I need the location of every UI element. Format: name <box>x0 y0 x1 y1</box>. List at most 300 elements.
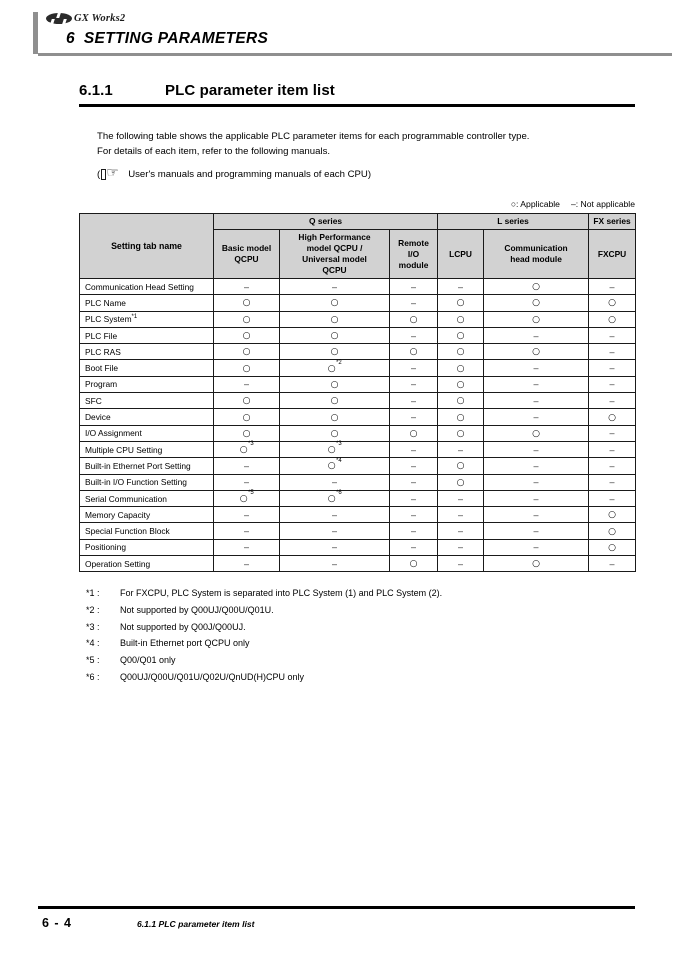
footnote-text: Built-in Ethernet port QCPU only <box>120 638 250 649</box>
footer-caption: 6.1.1 PLC parameter item list <box>137 919 255 929</box>
applicable-mark: ○ <box>608 510 616 521</box>
not-applicable-mark: – <box>458 558 464 569</box>
footnote-text: For FXCPU, PLC System is separated into PLC System (1) and PLC System (2). <box>120 588 443 598</box>
support-cell <box>214 556 280 572</box>
mitsubishi-logo-icon <box>46 13 72 24</box>
pointing-hand-icon: ☞ <box>101 169 123 180</box>
support-cell <box>589 376 636 392</box>
support-cell <box>280 474 390 490</box>
table-row <box>80 311 636 327</box>
not-applicable-mark: – <box>609 330 615 341</box>
table-row <box>80 556 636 572</box>
support-cell <box>390 474 438 490</box>
row-label: Positioning <box>80 539 214 555</box>
not-applicable-mark: – <box>331 558 337 569</box>
support-cell <box>484 556 589 572</box>
not-applicable-mark: – <box>331 477 337 488</box>
support-cell <box>484 393 589 409</box>
product-logo <box>46 13 125 24</box>
applicable-mark: ○ <box>242 363 251 374</box>
legend-not-applicable: –: Not applicable <box>570 199 635 209</box>
support-cell <box>280 425 390 441</box>
row-label: Operation Setting <box>80 556 214 572</box>
not-applicable-mark: – <box>411 297 417 308</box>
support-cell <box>280 311 390 327</box>
support-cell <box>484 360 589 376</box>
page-header <box>0 0 700 56</box>
applicable-mark: ○ <box>330 331 339 342</box>
support-cell <box>214 295 280 311</box>
applicable-mark: ○ <box>330 347 339 358</box>
footnotes-list <box>86 585 626 686</box>
support-cell <box>438 474 484 490</box>
support-cell <box>438 441 484 457</box>
support-cell <box>589 311 636 327</box>
support-cell <box>438 556 484 572</box>
not-applicable-mark: – <box>609 477 615 488</box>
row-label: PLC Name <box>80 295 214 311</box>
product-logo-text: GX Works2 <box>74 13 126 24</box>
row-label: Device <box>80 409 214 425</box>
applicable-mark: ○ <box>242 396 251 407</box>
not-applicable-mark: – <box>609 363 615 374</box>
table-row <box>80 490 636 506</box>
support-cell <box>214 311 280 327</box>
support-cell <box>438 409 484 425</box>
support-cell <box>438 376 484 392</box>
not-applicable-mark: – <box>411 281 417 292</box>
support-cell <box>390 441 438 457</box>
footnote-item <box>86 619 626 636</box>
support-cell <box>438 279 484 295</box>
footnote-item <box>86 585 626 602</box>
row-label: SFC <box>80 393 214 409</box>
support-cell <box>280 556 390 572</box>
support-cell <box>390 376 438 392</box>
applicable-mark: ○ <box>608 314 616 325</box>
not-applicable-mark: – <box>533 526 539 537</box>
applicable-mark: ○ <box>242 314 251 325</box>
applicable-mark: ○ <box>330 379 339 390</box>
not-applicable-mark: – <box>411 395 417 406</box>
not-applicable-mark: – <box>411 363 417 374</box>
support-cell <box>280 393 390 409</box>
applicable-mark: ○ <box>327 363 336 374</box>
applicable-mark: ○ <box>330 314 339 325</box>
cell-footnote-marker: *4 <box>336 457 342 464</box>
not-applicable-mark: – <box>609 346 615 357</box>
applicable-mark: ○ <box>456 428 465 439</box>
support-cell <box>390 409 438 425</box>
support-cell <box>589 507 636 523</box>
table-row <box>80 441 636 457</box>
intro-paragraph <box>97 129 637 182</box>
support-cell <box>484 344 589 360</box>
column-header-communication-head-module: Communication head module <box>484 230 589 279</box>
support-cell <box>390 425 438 441</box>
row-label: Built-in I/O Function Setting <box>80 474 214 490</box>
support-cell <box>484 295 589 311</box>
not-applicable-mark: – <box>411 460 417 471</box>
applicable-mark: ○ <box>456 379 465 390</box>
support-cell <box>390 311 438 327</box>
support-cell <box>484 327 589 343</box>
intro-line-2: For details of each item, refer to the following manuals. <box>97 146 331 157</box>
table-row <box>80 458 636 474</box>
support-cell <box>484 279 589 295</box>
cell-footnote-marker: *5 <box>248 490 254 497</box>
support-cell <box>390 539 438 555</box>
row-label: PLC File <box>80 327 214 343</box>
support-cell <box>484 523 589 539</box>
row-label: Built-in Ethernet Port Setting <box>80 458 214 474</box>
support-cell <box>280 490 390 506</box>
not-applicable-mark: – <box>243 281 249 292</box>
table-row <box>80 393 636 409</box>
support-cell <box>589 327 636 343</box>
not-applicable-mark: – <box>331 281 337 292</box>
table-header <box>80 214 636 279</box>
row-label: Communication Head Setting <box>80 279 214 295</box>
applicable-mark: ○ <box>242 331 251 342</box>
support-cell <box>484 490 589 506</box>
support-cell <box>589 425 636 441</box>
applicable-mark: ○ <box>456 412 465 423</box>
support-cell <box>280 409 390 425</box>
table-row <box>80 409 636 425</box>
footnote-marker: *2 : <box>86 604 100 615</box>
support-cell <box>214 344 280 360</box>
row-label: Memory Capacity <box>80 507 214 523</box>
applicable-mark: ○ <box>608 542 616 553</box>
table-row <box>80 539 636 555</box>
group-header-fx-series: FX series <box>589 214 636 230</box>
footnote-text: Q00/Q01 only <box>120 655 176 666</box>
not-applicable-mark: – <box>533 493 539 504</box>
not-applicable-mark: – <box>609 379 615 390</box>
support-cell <box>280 523 390 539</box>
not-applicable-mark: – <box>458 444 464 455</box>
support-cell <box>484 539 589 555</box>
support-cell <box>390 490 438 506</box>
row-label: I/O Assignment <box>80 425 214 441</box>
reference-text: User's manuals and programming manuals of each CPU) <box>128 169 372 180</box>
footnote-marker: *3 : <box>86 621 100 632</box>
applicable-mark: ○ <box>608 526 616 537</box>
row-label: Serial Communication <box>80 490 214 506</box>
table-row <box>80 279 636 295</box>
footnote-marker: *5 : <box>86 655 100 666</box>
support-cell <box>438 393 484 409</box>
support-cell <box>484 311 589 327</box>
not-applicable-mark: – <box>458 542 464 553</box>
footnote-text: Not supported by Q00J/Q00UJ. <box>120 621 246 632</box>
support-cell <box>280 507 390 523</box>
not-applicable-mark: – <box>458 281 464 292</box>
not-applicable-mark: – <box>331 509 337 520</box>
not-applicable-mark: – <box>533 460 539 471</box>
group-header-q-series: Q series <box>214 214 438 230</box>
support-cell <box>484 458 589 474</box>
support-cell <box>214 474 280 490</box>
support-cell <box>214 539 280 555</box>
support-cell <box>390 327 438 343</box>
support-cell <box>280 344 390 360</box>
table-row <box>80 425 636 441</box>
applicable-mark: ○ <box>239 494 248 504</box>
intro-line-1: The following table shows the applicable PLC parameter items for each programmable controller type. <box>97 131 530 142</box>
not-applicable-mark: – <box>609 395 615 406</box>
not-applicable-mark: – <box>533 330 539 341</box>
support-cell <box>589 441 636 457</box>
column-header-high-performance-universal-qcpu: High Performance model QCPU / Universal model QCPU <box>280 230 390 279</box>
support-cell <box>589 295 636 311</box>
not-applicable-mark: – <box>411 526 417 537</box>
support-cell <box>589 360 636 376</box>
support-cell <box>589 556 636 572</box>
support-cell <box>214 425 280 441</box>
support-cell <box>438 458 484 474</box>
support-cell <box>214 490 280 506</box>
support-cell <box>280 458 390 474</box>
support-cell <box>390 295 438 311</box>
group-header-l-series: L series <box>438 214 589 230</box>
table-group-header-row <box>80 214 636 230</box>
column-header-setting-tab-name: Setting tab name <box>80 214 214 279</box>
not-applicable-mark: – <box>609 460 615 471</box>
chapter-heading <box>66 30 268 48</box>
support-cell <box>280 360 390 376</box>
not-applicable-mark: – <box>243 542 249 553</box>
not-applicable-mark: – <box>609 281 615 292</box>
page-title: PLC parameter item list <box>165 82 335 99</box>
row-label: PLC RAS <box>80 344 214 360</box>
support-cell <box>589 523 636 539</box>
footnote-marker: *6 : <box>86 671 100 682</box>
applicable-mark: ○ <box>409 559 418 570</box>
not-applicable-mark: – <box>458 493 464 504</box>
applicable-mark: ○ <box>608 412 616 423</box>
support-cell <box>438 425 484 441</box>
row-label: Multiple CPU Setting <box>80 441 214 457</box>
not-applicable-mark: – <box>458 526 464 537</box>
not-applicable-mark: – <box>411 493 417 504</box>
page-number: 6 - 4 <box>42 916 73 930</box>
not-applicable-mark: – <box>533 395 539 406</box>
support-cell <box>214 393 280 409</box>
support-cell <box>390 556 438 572</box>
not-applicable-mark: – <box>609 428 615 439</box>
support-cell <box>214 360 280 376</box>
column-header-fxcpu: FXCPU <box>589 230 636 279</box>
applicable-mark: ○ <box>242 412 251 423</box>
row-label-footnote-marker: *1 <box>131 314 138 321</box>
cell-footnote-marker: *2 <box>336 359 342 366</box>
section-divider <box>79 104 635 107</box>
applicable-mark: ○ <box>409 428 418 439</box>
support-cell <box>280 539 390 555</box>
applicable-mark: ○ <box>242 347 251 358</box>
not-applicable-mark: – <box>609 558 615 569</box>
support-cell <box>390 344 438 360</box>
not-applicable-mark: – <box>411 330 417 341</box>
support-cell <box>390 507 438 523</box>
footnote-item <box>86 652 626 669</box>
row-label: Boot File <box>80 360 214 376</box>
support-cell <box>214 376 280 392</box>
applicable-mark: ○ <box>239 445 248 456</box>
not-applicable-mark: – <box>411 542 417 553</box>
applicable-mark: ○ <box>330 428 339 439</box>
support-cell <box>214 441 280 457</box>
row-label: PLC System$^{*1}$ <box>80 311 214 327</box>
support-cell <box>280 441 390 457</box>
column-header-remote-io-module: Remote I/O module <box>390 230 438 279</box>
table-row <box>80 474 636 490</box>
applicable-mark: ○ <box>242 428 251 439</box>
support-cell <box>589 409 636 425</box>
applicable-mark: ○ <box>327 494 336 504</box>
applicable-mark: ○ <box>456 347 465 358</box>
support-cell <box>589 474 636 490</box>
support-cell <box>589 344 636 360</box>
cell-footnote-marker: *3 <box>248 441 254 448</box>
support-cell <box>390 360 438 376</box>
footnote-item <box>86 602 626 619</box>
table-row <box>80 295 636 311</box>
support-cell <box>438 507 484 523</box>
support-cell <box>589 458 636 474</box>
support-cell <box>438 327 484 343</box>
footnote-marker: *4 : <box>86 638 100 649</box>
applicable-mark: ○ <box>330 412 339 423</box>
support-cell <box>589 490 636 506</box>
not-applicable-mark: – <box>243 379 249 390</box>
row-label: Program <box>80 376 214 392</box>
table-row <box>80 507 636 523</box>
row-label: Special Function Block <box>80 523 214 539</box>
cell-footnote-marker: *3 <box>336 441 342 448</box>
not-applicable-mark: – <box>243 558 249 569</box>
applicable-mark: ○ <box>330 396 339 407</box>
support-cell <box>484 474 589 490</box>
support-cell <box>484 507 589 523</box>
footnote-marker: *1 : <box>86 588 100 598</box>
section-heading <box>79 82 635 99</box>
applicable-mark: ○ <box>532 282 540 293</box>
support-cell <box>214 523 280 539</box>
support-cell <box>438 523 484 539</box>
header-accent-bar <box>33 12 38 54</box>
not-applicable-mark: – <box>609 444 615 455</box>
support-cell <box>280 327 390 343</box>
support-cell <box>484 441 589 457</box>
footnote-item <box>86 635 626 652</box>
header-divider <box>38 53 672 56</box>
applicable-mark: ○ <box>532 347 540 358</box>
table-row <box>80 327 636 343</box>
not-applicable-mark: – <box>411 379 417 390</box>
applicable-mark: ○ <box>456 298 465 309</box>
applicable-mark: ○ <box>532 314 540 325</box>
not-applicable-mark: – <box>411 444 417 455</box>
cell-footnote-marker: *6 <box>336 490 342 497</box>
not-applicable-mark: – <box>243 477 249 488</box>
not-applicable-mark: – <box>609 493 615 504</box>
legend-applicable: ○: Applicable <box>510 199 560 209</box>
support-cell <box>484 409 589 425</box>
not-applicable-mark: – <box>243 509 249 520</box>
support-cell <box>390 458 438 474</box>
not-applicable-mark: – <box>533 379 539 390</box>
not-applicable-mark: – <box>331 526 337 537</box>
support-cell <box>438 490 484 506</box>
applicable-mark: ○ <box>409 314 418 325</box>
table-row <box>80 523 636 539</box>
applicable-mark: ○ <box>456 363 465 374</box>
plc-parameter-table <box>79 213 636 572</box>
table-row <box>80 344 636 360</box>
support-cell <box>390 393 438 409</box>
applicable-mark: ○ <box>456 461 465 472</box>
support-cell <box>280 279 390 295</box>
not-applicable-mark: – <box>411 509 417 520</box>
not-applicable-mark: – <box>533 363 539 374</box>
table-row <box>80 376 636 392</box>
applicable-mark: ○ <box>456 477 465 488</box>
support-cell <box>438 344 484 360</box>
not-applicable-mark: – <box>533 412 539 423</box>
not-applicable-mark: – <box>533 444 539 455</box>
table-legend <box>79 199 635 209</box>
not-applicable-mark: – <box>411 412 417 423</box>
support-cell <box>589 279 636 295</box>
footnote-text: Q00UJ/Q00U/Q01U/Q02U/QnUD(H)CPU only <box>120 671 305 682</box>
support-cell <box>438 539 484 555</box>
support-cell <box>214 327 280 343</box>
applicable-mark: ○ <box>327 461 336 472</box>
footnote-text: Not supported by Q00UJ/Q00U/Q01U. <box>120 604 274 615</box>
support-cell <box>280 295 390 311</box>
not-applicable-mark: – <box>243 460 249 471</box>
not-applicable-mark: – <box>533 477 539 488</box>
support-cell <box>214 507 280 523</box>
reference-open-paren: ( <box>97 169 101 180</box>
not-applicable-mark: – <box>533 542 539 553</box>
column-header-basic-model-qcpu: Basic model QCPU <box>214 230 280 279</box>
manual-reference <box>97 164 637 182</box>
not-applicable-mark: – <box>458 509 464 520</box>
footer-divider <box>38 906 635 909</box>
support-cell <box>484 425 589 441</box>
support-cell <box>438 295 484 311</box>
support-cell <box>438 360 484 376</box>
support-cell <box>214 409 280 425</box>
applicable-mark: ○ <box>456 314 465 325</box>
support-cell <box>280 376 390 392</box>
support-cell <box>390 279 438 295</box>
table-row <box>80 360 636 376</box>
applicable-mark: ○ <box>532 298 540 309</box>
support-cell <box>484 376 589 392</box>
support-cell <box>589 393 636 409</box>
not-applicable-mark: – <box>331 542 337 553</box>
support-cell <box>589 539 636 555</box>
applicable-mark: ○ <box>242 298 251 309</box>
applicable-mark: ○ <box>330 298 339 309</box>
not-applicable-mark: – <box>533 509 539 520</box>
applicable-mark: ○ <box>608 298 616 309</box>
